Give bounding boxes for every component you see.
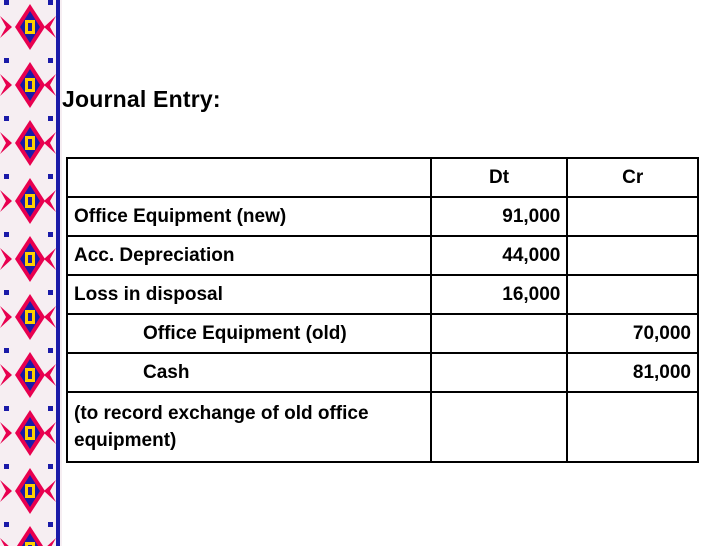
- debit-cell: [431, 392, 568, 462]
- border-dot: [4, 0, 9, 5]
- border-dot: [48, 290, 53, 295]
- border-dot: [4, 58, 9, 63]
- border-dot: [48, 464, 53, 469]
- debit-cell: 44,000: [431, 236, 568, 275]
- table-row: [67, 353, 698, 392]
- border-dot: [48, 406, 53, 411]
- credit-cell: 70,000: [567, 314, 698, 353]
- border-dot: [4, 522, 9, 527]
- table-row: [67, 392, 698, 462]
- table-row: [67, 314, 698, 353]
- table-row: [67, 236, 698, 275]
- debit-cell: 16,000: [431, 275, 568, 314]
- border-zigzag: [0, 480, 12, 502]
- account-cell: Cash: [67, 353, 431, 392]
- border-diamond-center: [28, 139, 32, 147]
- credit-cell: 81,000: [567, 353, 698, 392]
- border-dot: [48, 0, 53, 5]
- border-dot: [48, 116, 53, 121]
- decorative-border: [0, 0, 62, 546]
- border-dot: [48, 522, 53, 527]
- debit-cell: [431, 353, 568, 392]
- border-zigzag: [0, 306, 12, 328]
- border-zigzag: [44, 422, 56, 444]
- border-zigzag: [0, 422, 12, 444]
- border-zigzag: [44, 364, 56, 386]
- border-dot: [48, 174, 53, 179]
- journal-entry-table: [66, 157, 699, 463]
- border-zigzag: [44, 74, 56, 96]
- border-zigzag: [44, 132, 56, 154]
- header-debit: Dt: [431, 158, 568, 197]
- border-zigzag: [44, 538, 56, 546]
- border-diamond-center: [28, 23, 32, 31]
- narration-cell: (to record exchange of old office equipment): [67, 392, 431, 462]
- border-zigzag: [0, 364, 12, 386]
- border-zigzag: [44, 190, 56, 212]
- border-zigzag: [0, 538, 12, 546]
- border-dot: [4, 406, 9, 411]
- credit-cell: [567, 275, 698, 314]
- credit-cell: [567, 236, 698, 275]
- border-zigzag: [0, 74, 12, 96]
- border-dot: [4, 290, 9, 295]
- border-pattern: [0, 0, 62, 546]
- border-diamond-center: [28, 81, 32, 89]
- border-zigzag: [0, 16, 12, 38]
- border-zigzag: [0, 190, 12, 212]
- border-zigzag: [44, 16, 56, 38]
- header-account: [67, 158, 431, 197]
- border-dot: [4, 174, 9, 179]
- account-cell: Loss in disposal: [67, 275, 431, 314]
- border-diamond-center: [28, 255, 32, 263]
- account-cell: Office Equipment (old): [67, 314, 431, 353]
- border-dot: [48, 58, 53, 63]
- border-dot: [48, 232, 53, 237]
- border-diamond-center: [28, 371, 32, 379]
- header-credit: Cr: [567, 158, 698, 197]
- border-diamond-center: [28, 197, 32, 205]
- border-dot: [4, 116, 9, 121]
- border-zigzag: [44, 480, 56, 502]
- border-dot: [48, 348, 53, 353]
- debit-cell: 91,000: [431, 197, 568, 236]
- border-zigzag: [44, 306, 56, 328]
- border-diamond-center: [28, 487, 32, 495]
- table-row: [67, 275, 698, 314]
- credit-cell: [567, 392, 698, 462]
- border-edge-line: [56, 0, 60, 546]
- slide-title: Journal Entry:: [62, 86, 221, 112]
- table-header-row: [67, 158, 698, 197]
- border-diamond-center: [28, 313, 32, 321]
- border-zigzag: [0, 248, 12, 270]
- border-zigzag: [0, 132, 12, 154]
- account-cell: Acc. Depreciation: [67, 236, 431, 275]
- debit-cell: [431, 314, 568, 353]
- account-cell: Office Equipment (new): [67, 197, 431, 236]
- border-dot: [4, 464, 9, 469]
- border-diamond-center: [28, 429, 32, 437]
- table-row: [67, 197, 698, 236]
- credit-cell: [567, 197, 698, 236]
- border-zigzag: [44, 248, 56, 270]
- border-dot: [4, 348, 9, 353]
- border-dot: [4, 232, 9, 237]
